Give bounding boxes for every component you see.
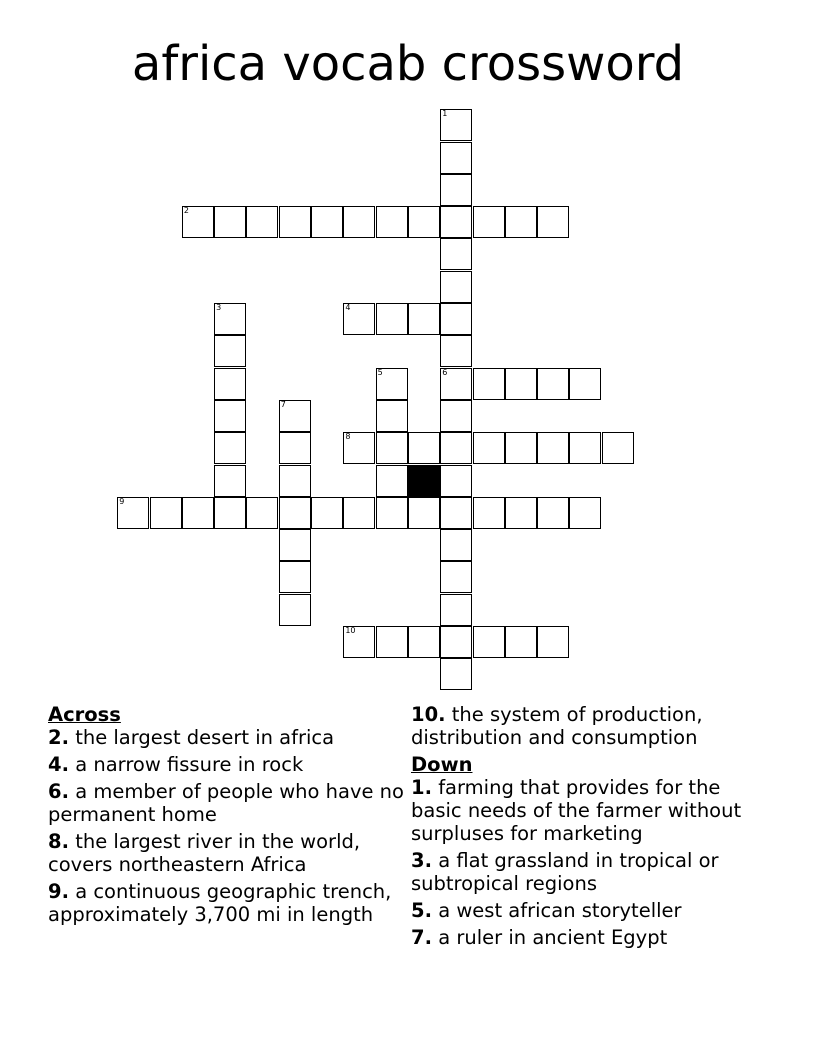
grid-cell[interactable] (376, 368, 408, 400)
grid-cell[interactable] (408, 206, 440, 238)
grid-cell[interactable] (150, 497, 182, 529)
grid-cell[interactable] (537, 432, 569, 464)
grid-cell[interactable] (279, 529, 311, 561)
grid-cell[interactable] (505, 497, 537, 529)
clue-number: 4. (48, 753, 69, 776)
grid-cell[interactable] (440, 626, 472, 658)
cell-number: 6 (442, 367, 448, 377)
grid-cell[interactable] (440, 561, 472, 593)
grid-cell[interactable] (569, 497, 601, 529)
clue-number: 10. (411, 703, 446, 726)
cell-number: 2 (183, 206, 189, 216)
clues-left-column (48, 703, 408, 930)
grid-cell[interactable] (279, 206, 311, 238)
cell-number: 7 (280, 399, 286, 409)
grid-cell[interactable] (117, 497, 149, 529)
grid-cell[interactable] (214, 497, 246, 529)
grid-cell[interactable] (440, 400, 472, 432)
grid-cell[interactable] (214, 303, 246, 335)
grid-cell[interactable] (376, 303, 408, 335)
clue-number: 9. (48, 880, 69, 903)
clue-across-9 (48, 880, 408, 926)
grid-cell[interactable] (537, 368, 569, 400)
grid-cell[interactable] (279, 594, 311, 626)
grid-cell[interactable] (376, 400, 408, 432)
grid-cell[interactable] (440, 335, 472, 367)
clue-number: 1. (411, 776, 432, 799)
grid-cell[interactable] (408, 497, 440, 529)
grid-cell[interactable] (440, 529, 472, 561)
clue-text: a narrow fissure in rock (75, 753, 304, 776)
cell-number: 8 (345, 432, 351, 442)
grid-cell[interactable] (473, 368, 505, 400)
grid-cell[interactable] (343, 303, 375, 335)
grid-cell[interactable] (505, 368, 537, 400)
grid-cell[interactable] (440, 174, 472, 206)
clue-text: a continuous geographic trench, approximately 3,700 mi in length (48, 880, 392, 926)
grid-cell[interactable] (376, 626, 408, 658)
grid-cell[interactable] (473, 626, 505, 658)
clue-text: a ruler in ancient Egypt (438, 926, 668, 949)
grid-cell[interactable] (440, 238, 472, 270)
grid-cell[interactable] (279, 400, 311, 432)
grid-cell[interactable] (343, 432, 375, 464)
grid-cell[interactable] (440, 432, 472, 464)
grid-cell[interactable] (440, 271, 472, 303)
grid-cell[interactable] (214, 206, 246, 238)
grid-cell[interactable] (440, 465, 472, 497)
grid-cell[interactable] (343, 206, 375, 238)
grid-cell[interactable] (408, 626, 440, 658)
across-heading: Across (48, 703, 121, 726)
clue-text: a west african storyteller (438, 899, 682, 922)
grid-cell[interactable] (505, 206, 537, 238)
clue-number: 2. (48, 726, 69, 749)
clue-across-2 (48, 726, 408, 749)
grid-cell[interactable] (602, 432, 634, 464)
grid-cell[interactable] (473, 432, 505, 464)
clue-down-7 (411, 926, 771, 949)
grid-cell[interactable] (214, 335, 246, 367)
clue-number: 7. (411, 926, 432, 949)
grid-cell[interactable] (343, 626, 375, 658)
clue-text: a flat grassland in tropical or subtropical regions (411, 849, 719, 895)
clue-text: the system of production, distribution and consumption (411, 703, 703, 749)
clue-across-6 (48, 780, 408, 826)
clues-right-column (411, 703, 771, 953)
grid-cell-blocked (408, 465, 440, 497)
grid-cell[interactable] (569, 432, 601, 464)
grid-cell[interactable] (408, 432, 440, 464)
cell-number: 10 (345, 626, 356, 636)
grid-cell[interactable] (440, 142, 472, 174)
grid-cell[interactable] (279, 497, 311, 529)
clue-text: the largest desert in africa (75, 726, 335, 749)
grid-cell[interactable] (214, 432, 246, 464)
cell-number: 9 (119, 496, 125, 506)
grid-cell[interactable] (408, 303, 440, 335)
clue-across-8 (48, 830, 408, 876)
cell-number: 4 (345, 303, 351, 313)
grid-cell[interactable] (440, 109, 472, 141)
grid-cell[interactable] (440, 594, 472, 626)
clue-number: 6. (48, 780, 69, 803)
grid-cell[interactable] (182, 206, 214, 238)
cell-number: 3 (216, 303, 222, 313)
grid-cell[interactable] (505, 432, 537, 464)
grid-cell[interactable] (214, 368, 246, 400)
down-heading: Down (411, 753, 473, 776)
grid-cell[interactable] (505, 626, 537, 658)
grid-cell[interactable] (311, 206, 343, 238)
grid-cell[interactable] (279, 561, 311, 593)
grid-cell[interactable] (214, 400, 246, 432)
clue-across-10 (411, 703, 771, 749)
grid-cell[interactable] (473, 497, 505, 529)
grid-cell[interactable] (246, 206, 278, 238)
grid-cell[interactable] (246, 497, 278, 529)
clue-number: 3. (411, 849, 432, 872)
cell-number: 5 (377, 367, 383, 377)
grid-cell[interactable] (440, 303, 472, 335)
clue-text: farming that provides for the basic needs of the farmer without surpluses for marketing (411, 776, 742, 845)
grid-cell[interactable] (473, 206, 505, 238)
grid-cell[interactable] (537, 206, 569, 238)
clue-down-5 (411, 899, 771, 922)
grid-cell[interactable] (214, 465, 246, 497)
page-title: africa vocab crossword (131, 36, 685, 92)
grid-cell[interactable] (376, 206, 408, 238)
grid-cell[interactable] (182, 497, 214, 529)
clue-number: 5. (411, 899, 432, 922)
grid-cell[interactable] (569, 368, 601, 400)
grid-cell[interactable] (440, 497, 472, 529)
clue-number: 8. (48, 830, 69, 853)
clue-text: a member of people who have no permanent home (48, 780, 404, 826)
grid-cell[interactable] (311, 497, 343, 529)
cell-number: 1 (442, 109, 448, 119)
grid-cell[interactable] (279, 432, 311, 464)
clue-text: the largest river in the world, covers northeastern Africa (48, 830, 361, 876)
grid-cell[interactable] (376, 465, 408, 497)
grid-cell[interactable] (537, 497, 569, 529)
clue-across-4 (48, 753, 408, 776)
grid-cell[interactable] (376, 432, 408, 464)
grid-cell[interactable] (343, 497, 375, 529)
clue-down-3 (411, 849, 771, 895)
grid-cell[interactable] (537, 626, 569, 658)
grid-cell[interactable] (376, 497, 408, 529)
grid-cell[interactable] (279, 465, 311, 497)
clue-down-1 (411, 776, 771, 845)
grid-cell[interactable] (440, 206, 472, 238)
grid-cell[interactable] (440, 368, 472, 400)
grid-cell[interactable] (440, 658, 472, 690)
